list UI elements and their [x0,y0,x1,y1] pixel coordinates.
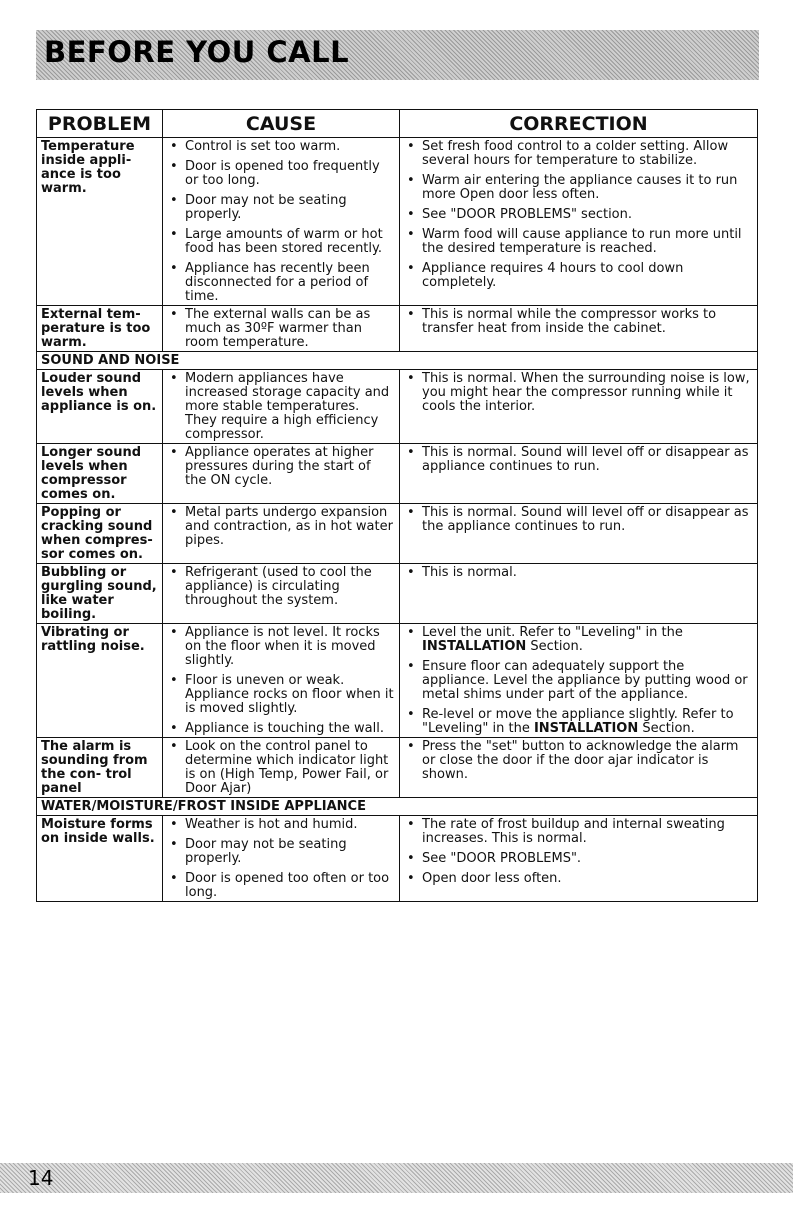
correction-item: • Press the "set" button to acknowledge the alarm or close the door if the door ajar indicator is shown. [404,740,753,782]
table-row [37,816,758,902]
section-row [37,798,758,816]
correction-cell [400,624,758,738]
correction-item: • This is normal while the compressor works to transfer heat from inside the cabinet. [404,308,753,336]
correction-list [404,740,753,782]
problem-cell: Popping or cracking sound when compres- sor comes on. [37,504,163,564]
correction-item: • This is normal. [404,566,753,580]
cause-item: • Door is opened too often or too long. [167,872,395,900]
correction-item: • This is normal. When the surrounding noise is low, you might hear the compressor running while it cools the interior. [404,372,753,414]
cause-list [167,506,395,548]
problem-cell: Longer sound levels when compressor comes on. [37,444,163,504]
cause-cell [163,306,400,352]
correction-item: • Set fresh food control to a colder setting. Allow several hours for temperature to stabilize. [404,140,753,168]
correction-cell [400,138,758,306]
cause-item: • Metal parts undergo expansion and contraction, as in hot water pipes. [167,506,395,548]
table-row [37,370,758,444]
problem-header: PROBLEM [37,110,163,138]
correction-item [404,708,753,736]
section-heading: WATER/MOISTURE/FROST INSIDE APPLIANCE [37,798,758,816]
section-banner [36,30,759,80]
problem-cell: External tem- perature is too warm. [37,306,163,352]
cause-list [167,626,395,736]
cause-cell [163,138,400,306]
correction-cell [400,816,758,902]
cause-item: • Control is set too warm. [167,140,395,154]
correction-text: Re-level or move the appliance slightly. Refer to "Leveling" in the [422,707,734,736]
cause-list [167,446,395,488]
correction-item: • Warm air entering the appliance causes it to run more Open door less often. [404,174,753,202]
problem-cell: The alarm is sounding from the con- trol panel [37,738,163,798]
correction-cell [400,738,758,798]
cause-list [167,566,395,608]
correction-item: • This is normal. Sound will level off or disappear as the appliance continues to run. [404,506,753,534]
correction-list [404,308,753,336]
table-row [37,444,758,504]
cause-item: • Appliance is touching the wall. [167,722,395,736]
correction-text-end: Section. [638,721,695,736]
cause-cell [163,370,400,444]
table-row [37,624,758,738]
correction-item: • See "DOOR PROBLEMS" section. [404,208,753,222]
cause-item: • Appliance has recently been disconnected for a period of time. [167,262,395,304]
correction-header: CORRECTION [400,110,758,138]
cause-item: • Modern appliances have increased storage capacity and more stable temperatures. They require a high efficiency compressor. [167,372,395,442]
problem-cell: Vibrating or rattling noise. [37,624,163,738]
problem-cell: Louder sound levels when appliance is on. [37,370,163,444]
correction-item: • This is normal. Sound will level off or disappear as appliance continues to run. [404,446,753,474]
section-heading: SOUND AND NOISE [37,352,758,370]
correction-list [404,140,753,290]
problem-cell: Bubbling or gurgling sound, like water boiling. [37,564,163,624]
correction-text: Level the unit. Refer to "Leveling" in the [422,625,683,640]
section-row [37,352,758,370]
table-row [37,564,758,624]
cause-item: • Large amounts of warm or hot food has been stored recently. [167,228,395,256]
page-number: 14 [28,1166,54,1190]
cause-item: • Door is opened too frequently or too long. [167,160,395,188]
troubleshooting-table [36,109,758,902]
correction-list [404,506,753,534]
correction-item: • See "DOOR PROBLEMS". [404,852,753,866]
correction-text: Ensure floor can adequately support the appliance. Level the appliance by putting wood or metal shims under part of the appliance. [422,659,748,702]
table-row [37,504,758,564]
cause-item: • Door may not be seating properly. [167,838,395,866]
page-footer [0,1163,793,1193]
correction-list [404,566,753,580]
table-body [37,138,758,902]
correction-cell [400,306,758,352]
page-title: BEFORE YOU CALL [44,35,350,69]
cause-item: • Appliance is not level. It rocks on the floor when it is moved slightly. [167,626,395,668]
table-row [37,306,758,352]
correction-cell [400,564,758,624]
cause-item: • Weather is hot and humid. [167,818,395,832]
cause-item: • Door may not be seating properly. [167,194,395,222]
correction-item: • Open door less often. [404,872,753,886]
correction-list [404,818,753,886]
problem-cell: Moisture forms on inside walls. [37,816,163,902]
correction-cell [400,370,758,444]
cause-list [167,372,395,442]
table-row [37,738,758,798]
cause-cell [163,624,400,738]
correction-text-end: Section. [526,639,583,654]
correction-item [404,660,753,702]
cause-item: • Look on the control panel to determine which indicator light is on (High Temp, Power Fail, or Door Ajar) [167,740,395,796]
table-header-row [37,110,758,138]
table-row [37,138,758,306]
problem-cell: Temperature inside appli- ance is too warm. [37,138,163,306]
cause-item: • Appliance operates at higher pressures during the start of the ON cycle. [167,446,395,488]
cause-item: • Floor is uneven or weak. Appliance rocks on floor when it is moved slightly. [167,674,395,716]
cause-cell [163,564,400,624]
cause-cell [163,504,400,564]
cause-cell [163,816,400,902]
correction-list [404,446,753,474]
correction-cell [400,444,758,504]
cause-item: • The external walls can be as much as 30ºF warmer than room temperature. [167,308,395,350]
cause-list [167,140,395,304]
cause-item: • Refrigerant (used to cool the appliance) is circulating throughout the system. [167,566,395,608]
correction-item: • Appliance requires 4 hours to cool down completely. [404,262,753,290]
correction-list [404,626,753,736]
correction-cell [400,504,758,564]
cause-header: CAUSE [163,110,400,138]
installation-keyword: INSTALLATION [533,721,639,736]
cause-cell [163,738,400,798]
cause-list [167,308,395,350]
correction-item: • Warm food will cause appliance to run more until the desired temperature is reached. [404,228,753,256]
cause-list [167,740,395,796]
cause-cell [163,444,400,504]
correction-list [404,372,753,414]
cause-list [167,818,395,900]
correction-item: • The rate of frost buildup and internal sweating increases. This is normal. [404,818,753,846]
correction-item [404,626,753,654]
installation-keyword: INSTALLATION [422,639,527,654]
